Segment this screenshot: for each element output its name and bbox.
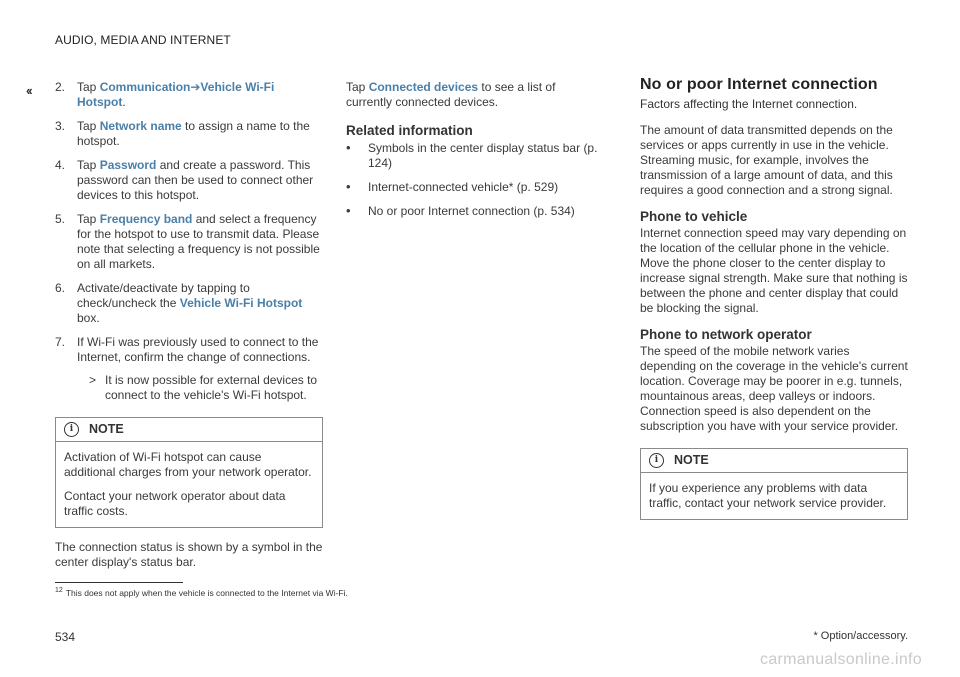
bullet-icon: • bbox=[346, 140, 351, 155]
footnote bbox=[55, 587, 348, 598]
footnote-marker: 12 bbox=[55, 587, 63, 594]
step-number: 4. bbox=[55, 158, 66, 172]
related-list bbox=[346, 141, 601, 219]
step-number: 2. bbox=[55, 80, 66, 94]
step-number: 3. bbox=[55, 119, 66, 133]
step-text: Tap bbox=[77, 80, 100, 94]
note-paragraph: Contact your network operator about data traffic costs. bbox=[64, 489, 286, 518]
note-body bbox=[56, 442, 322, 527]
body-paragraph: The amount of data transmitted depends on the services or apps currently in use in the vehicle. Streaming music, for example, involves the transmission of a large amount of data, and this requires a good connection and a strong signal. bbox=[640, 123, 893, 197]
note-paragraph: If you experience any problems with data traffic, contact your network service provider. bbox=[649, 481, 887, 510]
link-frequency-band[interactable]: Frequency band bbox=[99, 212, 193, 226]
lead-text: Factors affecting the Internet connection. bbox=[640, 97, 858, 111]
step-result bbox=[77, 373, 323, 403]
link-communication[interactable]: Communication bbox=[99, 80, 191, 94]
step-number: 6. bbox=[55, 281, 66, 295]
related-heading: Related information bbox=[346, 123, 473, 138]
section-heading-phone-to-operator: Phone to network operator bbox=[640, 327, 812, 342]
result-marker-icon: > bbox=[89, 373, 97, 387]
right-column bbox=[640, 76, 908, 520]
steps-list bbox=[55, 80, 323, 403]
note-body bbox=[641, 473, 907, 519]
note-box bbox=[55, 417, 323, 528]
related-item[interactable]: • No or poor Internet connection (p. 534) bbox=[346, 203, 575, 218]
arrow-right-icon: ➔ bbox=[190, 80, 201, 94]
page-number: 534 bbox=[55, 630, 76, 644]
related-item[interactable]: • Internet-connected vehicle* (p. 529) bbox=[346, 179, 559, 194]
step-item bbox=[55, 335, 323, 403]
note-header bbox=[641, 449, 907, 473]
result-text: It is now possible for external devices to connect to the vehicle's Wi-Fi hotspot. bbox=[105, 373, 318, 402]
footnote-divider bbox=[55, 582, 183, 583]
info-icon: i bbox=[649, 453, 664, 468]
info-icon: i bbox=[64, 422, 79, 437]
left-column bbox=[55, 80, 323, 578]
bullet-icon: • bbox=[346, 179, 351, 194]
back-chevron-icon[interactable]: ‹‹ bbox=[26, 83, 31, 98]
link-vehicle-wifi-hotspot-box[interactable]: Vehicle Wi-Fi Hotspot bbox=[179, 296, 303, 310]
link-password[interactable]: Password bbox=[99, 158, 157, 172]
watermark: carmanualsonline.info bbox=[760, 651, 922, 668]
section-header: AUDIO, MEDIA AND INTERNET bbox=[55, 33, 231, 47]
link-network-name[interactable]: Network name bbox=[99, 119, 182, 133]
step-item: 4. Tap Password and create a password. This password can then be used to connect other devices to this hotspot. bbox=[55, 158, 314, 202]
note-paragraph: Activation of Wi-Fi hotspot can cause additional charges from your network operator. bbox=[64, 450, 312, 479]
related-item[interactable]: • Symbols in the center display status bar (p. 124) bbox=[346, 140, 598, 170]
step-number: 5. bbox=[55, 212, 66, 226]
link-vehicle-wifi-hotspot[interactable]: Vehicle Wi-Fi Hotspot bbox=[77, 80, 275, 109]
step-item: 2. Tap Communication➔Vehicle Wi-Fi Hotspot. bbox=[55, 80, 275, 109]
step-text: If Wi-Fi was previously used to connect to the Internet, confirm the change of connections. bbox=[77, 335, 319, 364]
note-title: NOTE bbox=[89, 422, 124, 436]
page-title: No or poor Internet connection bbox=[640, 76, 878, 93]
middle-column bbox=[346, 80, 601, 228]
intro-paragraph: Tap Connected devices to see a list of currently connected devices. bbox=[346, 80, 556, 109]
step-item: 3. Tap Network name to assign a name to the hotspot. bbox=[55, 119, 310, 148]
step-number: 7. bbox=[55, 335, 66, 349]
link-connected-devices[interactable]: Connected devices bbox=[368, 80, 479, 94]
step-item: 6. Activate/deactivate by tapping to check/uncheck the Vehicle Wi-Fi Hotspot box. bbox=[55, 281, 303, 325]
note-box bbox=[640, 448, 908, 520]
note-header bbox=[56, 418, 322, 442]
option-accessory-note: * Option/accessory. bbox=[813, 630, 908, 642]
note-title: NOTE bbox=[674, 453, 709, 467]
section-heading-phone-to-vehicle: Phone to vehicle bbox=[640, 209, 748, 224]
closing-paragraph: The connection status is shown by a symbol in the center display's status bar. bbox=[55, 540, 323, 569]
body-paragraph: Internet connection speed may vary depending on the location of the cellular phone in the vehicle. Move the phone closer to the center display to increase signal strength. Make sure that nothing is between the phone and center display that could be blocking the signal. bbox=[640, 226, 908, 315]
footnote-text: This does not apply when the vehicle is connected to the Internet via Wi-Fi. bbox=[65, 587, 348, 598]
bullet-icon: • bbox=[346, 203, 351, 218]
body-paragraph: The speed of the mobile network varies depending on the coverage in the vehicle's current location. Coverage may be poorer in e.g. tunnels, mountainous areas, deep valleys or indoors. Connection speed is also dependent on the subscription you have with your service provider. bbox=[640, 344, 908, 433]
step-item: 5. Tap Frequency band and select a frequency for the hotspot to use to transmit data. Please note that selecting a frequency is not possible on all markets. bbox=[55, 212, 320, 271]
